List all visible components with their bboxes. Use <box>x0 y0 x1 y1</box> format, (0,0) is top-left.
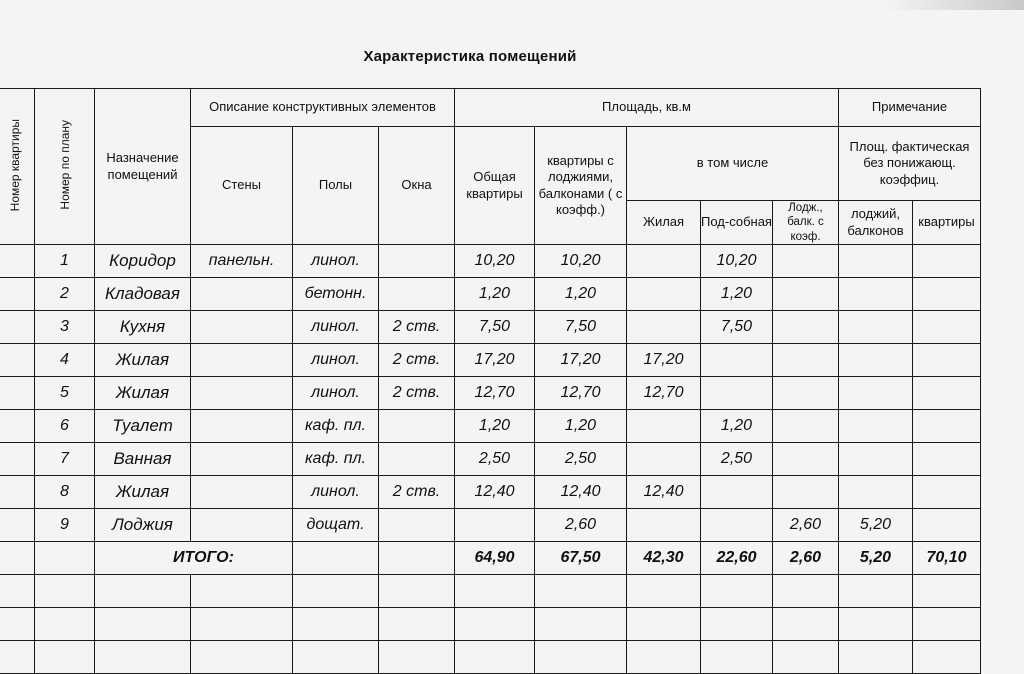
loggia-cell <box>773 443 839 476</box>
room-name: Жилая <box>95 344 191 377</box>
loggias-actual-sum: 5,20 <box>839 542 913 575</box>
table-row <box>0 311 981 344</box>
floors-cell: бетонн. <box>293 278 379 311</box>
apt-actual-cell <box>913 245 981 278</box>
loggias-actual-cell <box>839 245 913 278</box>
loggias-actual-cell <box>839 278 913 311</box>
total-cell: 10,20 <box>455 245 535 278</box>
living-cell <box>627 443 701 476</box>
apt-actual-cell <box>913 377 981 410</box>
walls-cell <box>191 476 293 509</box>
room-name: Ванная <box>95 443 191 476</box>
total-cell: 7,50 <box>455 311 535 344</box>
apt-actual-cell <box>913 443 981 476</box>
windows-cell <box>379 443 455 476</box>
loggias-actual-cell <box>839 344 913 377</box>
floors-cell: линол. <box>293 476 379 509</box>
row-no: 3 <box>35 311 95 344</box>
row-no: 2 <box>35 278 95 311</box>
table-row <box>0 278 981 311</box>
header-loggia: Лодж., балк. с коэф. <box>773 201 839 245</box>
living-cell <box>627 311 701 344</box>
loggia-sum: 2,60 <box>773 542 839 575</box>
with-loggias-cell: 17,20 <box>535 344 627 377</box>
total-cell: 17,20 <box>455 344 535 377</box>
header-living: Жилая <box>627 201 701 245</box>
loggia-cell <box>773 311 839 344</box>
living-cell <box>627 278 701 311</box>
apt-actual-cell <box>913 410 981 443</box>
utility-cell: 7,50 <box>701 311 773 344</box>
empty-row <box>0 608 981 641</box>
table-row <box>0 410 981 443</box>
with-loggias-cell: 1,20 <box>535 278 627 311</box>
header-total-apt: Общая квартиры <box>455 127 535 245</box>
loggias-actual-cell <box>839 476 913 509</box>
loggias-actual-cell <box>839 443 913 476</box>
windows-cell: 2 ств. <box>379 344 455 377</box>
table-row <box>0 245 981 278</box>
header-utility: Под-собная <box>701 201 773 245</box>
row-no: 6 <box>35 410 95 443</box>
floors-cell: линол. <box>293 311 379 344</box>
totals-row <box>0 542 981 575</box>
header-loggias-balconies: лоджий, балконов <box>839 201 913 245</box>
header-apt-no: Номер квартиры <box>0 89 35 245</box>
with-loggias-cell: 2,50 <box>535 443 627 476</box>
totals-label: ИТОГО: <box>95 542 293 575</box>
living-cell: 17,20 <box>627 344 701 377</box>
walls-cell <box>191 377 293 410</box>
walls-cell <box>191 311 293 344</box>
with-loggias-sum: 67,50 <box>535 542 627 575</box>
row-no: 5 <box>35 377 95 410</box>
header-actual-area: Площ. фактическая без понижающ. коэффиц. <box>839 127 981 201</box>
walls-cell <box>191 443 293 476</box>
utility-cell <box>701 344 773 377</box>
loggias-actual-cell <box>839 410 913 443</box>
loggias-actual-cell: 5,20 <box>839 509 913 542</box>
row-no: 1 <box>35 245 95 278</box>
loggia-cell <box>773 476 839 509</box>
total-cell: 12,40 <box>455 476 535 509</box>
header-purpose: Назначение помещений <box>95 89 191 245</box>
total-cell <box>455 509 535 542</box>
row-no: 9 <box>35 509 95 542</box>
with-loggias-cell: 1,20 <box>535 410 627 443</box>
utility-cell <box>701 377 773 410</box>
with-loggias-cell: 2,60 <box>535 509 627 542</box>
header-walls: Стены <box>191 127 293 245</box>
loggia-cell <box>773 245 839 278</box>
utility-cell <box>701 509 773 542</box>
walls-cell <box>191 344 293 377</box>
with-loggias-cell: 12,40 <box>535 476 627 509</box>
utility-cell <box>701 476 773 509</box>
page-title: Характеристика помещений <box>363 48 577 65</box>
apt-actual-cell <box>913 476 981 509</box>
row-no: 7 <box>35 443 95 476</box>
header-including: в том числе <box>627 127 839 201</box>
table-row <box>0 509 981 542</box>
utility-cell: 2,50 <box>701 443 773 476</box>
windows-cell <box>379 278 455 311</box>
apt-actual-cell <box>913 509 981 542</box>
header-plan-no: Номер по плану <box>35 89 95 245</box>
living-cell: 12,40 <box>627 476 701 509</box>
loggia-cell: 2,60 <box>773 509 839 542</box>
table-row <box>0 344 981 377</box>
windows-cell <box>379 509 455 542</box>
room-name: Жилая <box>95 476 191 509</box>
total-cell: 1,20 <box>455 410 535 443</box>
utility-cell: 10,20 <box>701 245 773 278</box>
header-apartments: квартиры <box>913 201 981 245</box>
with-loggias-cell: 10,20 <box>535 245 627 278</box>
living-cell: 12,70 <box>627 377 701 410</box>
windows-cell <box>379 245 455 278</box>
floors-cell: каф. пл. <box>293 443 379 476</box>
floors-cell: линол. <box>293 377 379 410</box>
floors-cell: дощат. <box>293 509 379 542</box>
header-structural: Описание конструктивных элементов <box>191 89 455 127</box>
apt-actual-cell <box>913 344 981 377</box>
loggias-actual-cell <box>839 311 913 344</box>
living-sum: 42,30 <box>627 542 701 575</box>
apt-actual-cell <box>913 278 981 311</box>
loggia-cell <box>773 377 839 410</box>
walls-cell <box>191 509 293 542</box>
empty-row <box>0 641 981 674</box>
loggia-cell <box>773 344 839 377</box>
header-with-loggias: квартиры с лоджиями, балконами ( с коэфф.) <box>535 127 627 245</box>
with-loggias-cell: 12,70 <box>535 377 627 410</box>
loggia-cell <box>773 278 839 311</box>
windows-cell: 2 ств. <box>379 476 455 509</box>
header-area: Площадь, кв.м <box>455 89 839 127</box>
scan-edge-shadow <box>884 0 1024 10</box>
room-name: Лоджия <box>95 509 191 542</box>
walls-cell <box>191 278 293 311</box>
floors-cell: линол. <box>293 344 379 377</box>
walls-cell <box>191 410 293 443</box>
loggias-actual-cell <box>839 377 913 410</box>
room-name: Жилая <box>95 377 191 410</box>
table-row <box>0 476 981 509</box>
total-sum: 64,90 <box>455 542 535 575</box>
room-name: Коридор <box>95 245 191 278</box>
living-cell <box>627 245 701 278</box>
header-floors: Полы <box>293 127 379 245</box>
windows-cell <box>379 410 455 443</box>
with-loggias-cell: 7,50 <box>535 311 627 344</box>
rooms-table <box>0 88 981 674</box>
row-no: 4 <box>35 344 95 377</box>
room-name: Кухня <box>95 311 191 344</box>
apt-actual-cell <box>913 311 981 344</box>
utility-cell: 1,20 <box>701 410 773 443</box>
floors-cell: линол. <box>293 245 379 278</box>
floors-cell: каф. пл. <box>293 410 379 443</box>
utility-sum: 22,60 <box>701 542 773 575</box>
utility-cell: 1,20 <box>701 278 773 311</box>
table-row <box>0 443 981 476</box>
header-windows: Окна <box>379 127 455 245</box>
apt-actual-sum: 70,10 <box>913 542 981 575</box>
total-cell: 1,20 <box>455 278 535 311</box>
header-note: Примечание <box>839 89 981 127</box>
living-cell <box>627 410 701 443</box>
total-cell: 2,50 <box>455 443 535 476</box>
row-no: 8 <box>35 476 95 509</box>
room-name: Кладовая <box>95 278 191 311</box>
living-cell <box>627 509 701 542</box>
total-cell: 12,70 <box>455 377 535 410</box>
room-name: Туалет <box>95 410 191 443</box>
windows-cell: 2 ств. <box>379 311 455 344</box>
loggia-cell <box>773 410 839 443</box>
walls-cell: панельн. <box>191 245 293 278</box>
empty-row <box>0 575 981 608</box>
windows-cell: 2 ств. <box>379 377 455 410</box>
table-row <box>0 377 981 410</box>
